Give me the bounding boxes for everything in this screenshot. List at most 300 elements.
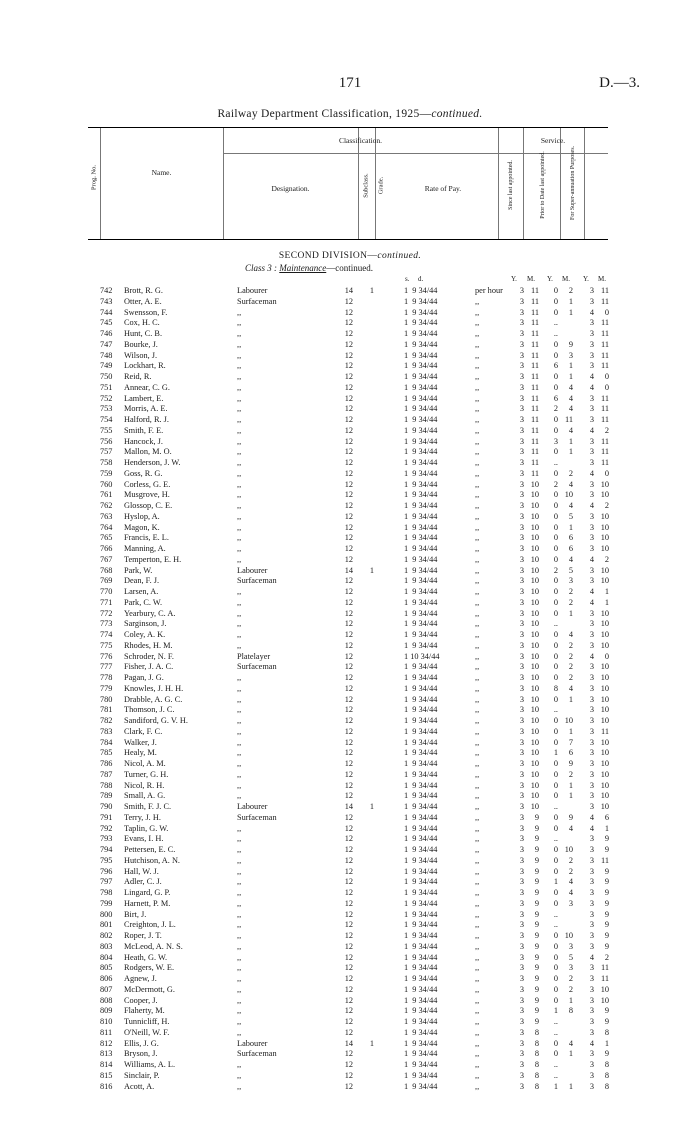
- table-row: [0, 297, 700, 308]
- subclass-cell: 12: [344, 501, 353, 510]
- rate-unit-cell: ,,: [475, 361, 480, 371]
- since-months-cell: 11: [531, 286, 539, 295]
- prog-no-cell: 788: [100, 780, 113, 790]
- since-months-cell: 9: [534, 866, 539, 876]
- designation-cell: Labourer: [237, 802, 268, 811]
- rate-unit-cell: ,,: [475, 630, 480, 639]
- prior-years-cell: 0: [553, 941, 558, 951]
- rate-cell: 1 9 34/44: [404, 339, 438, 349]
- super-months-cell: 9: [604, 898, 609, 908]
- subclass-cell: 12: [344, 834, 353, 844]
- since-months-cell: 10: [530, 791, 539, 801]
- super-months-cell: 0: [604, 372, 609, 381]
- super-years-cell: 3: [589, 1017, 594, 1026]
- prior-months-cell: 4: [568, 823, 573, 833]
- rate-cell: 1 9 34/44: [404, 490, 438, 500]
- super-months-cell: 10: [600, 984, 609, 994]
- prog-no-cell: 781: [100, 705, 113, 715]
- name-cell: Reid, R.: [124, 372, 152, 381]
- prior-years-cell: 0: [553, 339, 558, 349]
- table-row: [0, 996, 700, 1007]
- table-row: [0, 404, 700, 415]
- super-months-cell: 1: [604, 597, 609, 607]
- rate-unit-cell: ,,: [475, 683, 480, 693]
- since-years-cell: 3: [519, 769, 524, 779]
- since-years-cell: 3: [519, 1017, 524, 1026]
- rate-cell: 1 9 34/44: [404, 920, 438, 930]
- super-years-cell: 3: [589, 726, 594, 736]
- since-years-cell: 3: [519, 1038, 524, 1048]
- prog-no-cell: 787: [100, 769, 113, 779]
- prog-no-cell: 748: [100, 350, 113, 360]
- rate-unit-cell: ,,: [475, 501, 480, 510]
- unit-years: Y.: [547, 275, 553, 283]
- rate-cell: 1 9 34/44: [404, 436, 438, 446]
- since-years-cell: 3: [519, 984, 524, 994]
- prior-months-cell: 1: [568, 726, 573, 736]
- subclass-cell: 12: [344, 339, 353, 349]
- rate-unit-cell: ,,: [475, 576, 480, 586]
- designation-cell: ,,: [237, 1017, 242, 1026]
- prog-no-cell: 750: [100, 372, 113, 381]
- prior-months-cell: 2: [568, 640, 573, 650]
- since-months-cell: 10: [530, 662, 539, 672]
- prior-months-cell: 1: [568, 296, 573, 306]
- super-months-cell: 11: [601, 393, 609, 403]
- prog-no-cell: 762: [100, 501, 113, 510]
- rate-cell: 1 9 34/44: [404, 769, 438, 779]
- subclass-cell: 12: [344, 984, 353, 994]
- designation-cell: ,,: [237, 963, 242, 973]
- name-cell: Tunnicliff, H.: [124, 1017, 170, 1026]
- prior-months-cell: 4: [568, 1038, 573, 1048]
- prog-no-cell: 778: [100, 673, 113, 682]
- prior-years-cell: 0: [553, 587, 558, 596]
- rate-unit-cell: ,,: [475, 447, 480, 457]
- super-months-cell: 10: [600, 630, 609, 639]
- since-years-cell: 3: [519, 619, 524, 629]
- prior-months-cell: 10: [564, 716, 573, 725]
- prior-months-cell: 4: [568, 479, 573, 489]
- table-row: [0, 716, 700, 727]
- prior-months-cell: 2: [568, 673, 573, 682]
- super-months-cell: 0: [604, 468, 609, 478]
- super-years-cell: 3: [589, 834, 594, 844]
- table-row: [0, 1006, 700, 1017]
- super-years-cell: 4: [589, 597, 594, 607]
- table-row: [0, 1060, 700, 1071]
- super-months-cell: 10: [600, 737, 609, 747]
- since-months-cell: 10: [530, 737, 539, 747]
- table-row: [0, 953, 700, 964]
- rate-unit-cell: ,,: [475, 705, 480, 715]
- designation-cell: Platelayer: [237, 651, 271, 661]
- since-years-cell: 3: [519, 898, 524, 908]
- name-cell: Ellis, J. G.: [124, 1038, 159, 1048]
- rate-cell: 1 10 34/44: [404, 651, 440, 661]
- super-years-cell: 3: [589, 888, 594, 897]
- since-years-cell: 3: [519, 565, 524, 575]
- super-years-cell: 4: [589, 501, 594, 510]
- subclass-cell: 12: [344, 888, 353, 897]
- prog-no-cell: 753: [100, 404, 113, 414]
- prior-years-cell: ..: [553, 1070, 558, 1080]
- name-cell: Magon, K.: [124, 522, 160, 532]
- since-months-cell: 10: [530, 769, 539, 779]
- subclass-cell: 12: [344, 425, 353, 435]
- rate-unit-cell: ,,: [475, 780, 480, 790]
- prog-no-cell: 779: [100, 683, 113, 693]
- super-months-cell: 10: [600, 640, 609, 650]
- rate-unit-cell: ,,: [475, 479, 480, 489]
- since-years-cell: 3: [519, 415, 524, 424]
- since-years-cell: 3: [519, 501, 524, 510]
- super-years-cell: 3: [589, 329, 594, 338]
- prog-no-cell: 804: [100, 952, 113, 962]
- super-months-cell: 1: [604, 823, 609, 833]
- prog-no-cell: 803: [100, 941, 113, 951]
- prior-years-cell: 0: [553, 640, 558, 650]
- designation-cell: Labourer: [237, 565, 268, 575]
- rate-cell: 1 9 34/44: [404, 952, 438, 962]
- super-years-cell: 3: [589, 673, 594, 682]
- rate-unit-cell: ,,: [475, 350, 480, 360]
- prior-years-cell: 1: [553, 748, 558, 758]
- since-months-cell: 11: [531, 415, 539, 424]
- since-months-cell: 9: [534, 823, 539, 833]
- prog-no-cell: 791: [100, 812, 113, 822]
- prior-years-cell: 0: [553, 415, 558, 424]
- prior-months-cell: 1: [568, 307, 573, 317]
- super-years-cell: 4: [589, 823, 594, 833]
- table-row: [0, 695, 700, 706]
- rate-unit-cell: ,,: [475, 866, 480, 876]
- table-row: [0, 630, 700, 641]
- table-row: [0, 727, 700, 738]
- since-months-cell: 9: [534, 888, 539, 897]
- since-years-cell: 3: [519, 522, 524, 532]
- since-months-cell: 8: [534, 1038, 539, 1048]
- designation-cell: ,,: [237, 855, 242, 865]
- name-cell: Hancock, J.: [124, 436, 163, 446]
- rate-unit-cell: ,,: [475, 673, 480, 682]
- designation-cell: ,,: [237, 318, 242, 328]
- rate-cell: 1 9 34/44: [404, 597, 438, 607]
- name-cell: Annear, C. G.: [124, 382, 170, 392]
- since-months-cell: 11: [531, 425, 539, 435]
- prog-no-cell: 785: [100, 748, 113, 758]
- name-cell: Nicol, R. H.: [124, 780, 165, 790]
- subclass-cell: 12: [344, 404, 353, 414]
- rate-cell: 1 9 34/44: [404, 877, 438, 887]
- unit-years: Y.: [583, 275, 589, 283]
- name-cell: Temperton, E. H.: [124, 554, 182, 564]
- table-row: [0, 415, 700, 426]
- name-cell: Musgrove, H.: [124, 490, 170, 500]
- since-years-cell: 3: [519, 436, 524, 446]
- super-years-cell: 3: [589, 1060, 594, 1069]
- subclass-cell: 12: [344, 705, 353, 715]
- designation-cell: Surfaceman: [237, 1049, 277, 1059]
- since-months-cell: 10: [530, 565, 539, 575]
- rate-cell: 1 9 34/44: [404, 845, 438, 854]
- rate-cell: 1 9 34/44: [404, 361, 438, 371]
- prog-no-cell: 743: [100, 296, 113, 306]
- table-row: [0, 920, 700, 931]
- since-years-cell: 3: [519, 361, 524, 371]
- prior-years-cell: ..: [553, 318, 558, 328]
- prior-years-cell: 0: [553, 533, 558, 543]
- rate-unit-cell: ,,: [475, 855, 480, 865]
- rate-cell: 1 9 34/44: [404, 1017, 438, 1026]
- since-months-cell: 10: [530, 597, 539, 607]
- super-years-cell: 3: [589, 576, 594, 586]
- rate-unit-cell: ,,: [475, 511, 480, 521]
- since-years-cell: 3: [519, 608, 524, 618]
- since-years-cell: 3: [519, 855, 524, 865]
- prior-years-cell: ..: [553, 834, 558, 844]
- subclass-cell: 12: [344, 318, 353, 328]
- designation-cell: ,,: [237, 705, 242, 715]
- super-years-cell: 3: [589, 855, 594, 865]
- super-years-cell: 3: [589, 694, 594, 704]
- super-months-cell: 11: [601, 296, 609, 306]
- rate-unit-cell: ,,: [475, 1060, 480, 1069]
- prior-months-cell: 3: [568, 941, 573, 951]
- table-row: [0, 598, 700, 609]
- table-row: [0, 361, 700, 372]
- rate-unit-cell: ,,: [475, 544, 480, 553]
- grade-cell: 1: [369, 286, 375, 295]
- table-row: [0, 490, 700, 501]
- super-months-cell: 6: [604, 812, 609, 822]
- super-years-cell: 3: [589, 662, 594, 672]
- designation-cell: ,,: [237, 533, 242, 543]
- prior-years-cell: ..: [553, 619, 558, 629]
- prog-no-cell: 799: [100, 898, 113, 908]
- rate-cell: 1 9 34/44: [404, 544, 438, 553]
- since-years-cell: 3: [519, 748, 524, 758]
- prior-months-cell: 3: [568, 576, 573, 586]
- prior-years-cell: ..: [553, 920, 558, 930]
- table-row: [0, 910, 700, 921]
- rate-cell: 1 9 34/44: [404, 898, 438, 908]
- prior-years-cell: 0: [553, 845, 558, 854]
- prior-years-cell: ..: [553, 1060, 558, 1069]
- prior-years-cell: 0: [553, 296, 558, 306]
- rate-cell: 1 9 34/44: [404, 415, 438, 424]
- super-months-cell: 10: [600, 673, 609, 682]
- prior-years-cell: 0: [553, 694, 558, 704]
- since-months-cell: 10: [530, 619, 539, 629]
- name-cell: Nicol, A. M.: [124, 759, 166, 768]
- super-years-cell: 3: [589, 640, 594, 650]
- rate-cell: 1 9 34/44: [404, 737, 438, 747]
- table-row: [0, 619, 700, 630]
- since-years-cell: 3: [519, 812, 524, 822]
- since-months-cell: 11: [531, 468, 539, 478]
- rate-cell: 1 9 34/44: [404, 705, 438, 715]
- table-row: [0, 383, 700, 394]
- rate-unit-cell: ,,: [475, 554, 480, 564]
- rate-unit-cell: ,,: [475, 1070, 480, 1080]
- designation-cell: ,,: [237, 694, 242, 704]
- designation-cell: ,,: [237, 640, 242, 650]
- rate-cell: 1 9 34/44: [404, 554, 438, 564]
- prog-no-cell: 765: [100, 533, 113, 543]
- subclass-cell: 12: [344, 361, 353, 371]
- super-months-cell: 10: [600, 748, 609, 758]
- subclass-cell: 12: [344, 1017, 353, 1026]
- class-label: Maintenance: [279, 263, 327, 273]
- rate-unit-cell: ,,: [475, 436, 480, 446]
- prior-years-cell: 0: [553, 984, 558, 994]
- designation-cell: ,,: [237, 1070, 242, 1080]
- since-months-cell: 11: [531, 339, 539, 349]
- super-years-cell: 3: [589, 630, 594, 639]
- rate-cell: 1 9 34/44: [404, 941, 438, 951]
- designation-cell: Labourer: [237, 1038, 268, 1048]
- super-months-cell: 10: [600, 490, 609, 500]
- prior-months-cell: 3: [568, 898, 573, 908]
- name-cell: Acott, A.: [124, 1081, 155, 1091]
- since-months-cell: 10: [530, 802, 539, 811]
- since-months-cell: 8: [534, 1049, 539, 1059]
- header-designation: Designation.: [271, 184, 310, 193]
- table-row: [0, 824, 700, 835]
- subclass-cell: 12: [344, 823, 353, 833]
- prior-years-cell: 0: [553, 630, 558, 639]
- rate-unit-cell: ,,: [475, 587, 480, 596]
- super-years-cell: 3: [589, 920, 594, 930]
- name-cell: Sinclair, P.: [124, 1070, 160, 1080]
- since-months-cell: 10: [530, 511, 539, 521]
- column-divider: [100, 128, 101, 239]
- since-months-cell: 11: [531, 307, 539, 317]
- designation-cell: ,,: [237, 350, 242, 360]
- prog-no-cell: 747: [100, 339, 113, 349]
- since-months-cell: 9: [534, 898, 539, 908]
- designation-cell: Surfaceman: [237, 812, 277, 822]
- rate-unit-cell: ,,: [475, 995, 480, 1005]
- prior-years-cell: 0: [553, 382, 558, 392]
- rate-unit-cell: ,,: [475, 296, 480, 306]
- rate-cell: 1 9 34/44: [404, 382, 438, 392]
- super-months-cell: 10: [600, 522, 609, 532]
- super-months-cell: 10: [600, 791, 609, 801]
- super-years-cell: 3: [589, 296, 594, 306]
- designation-cell: ,,: [237, 1081, 242, 1091]
- name-cell: Sandiford, G. V. H.: [124, 716, 188, 725]
- since-months-cell: 11: [531, 318, 539, 328]
- name-cell: Taplin, G. W.: [124, 823, 169, 833]
- subclass-cell: 12: [344, 974, 353, 983]
- subclass-cell: 12: [344, 855, 353, 865]
- prior-months-cell: 6: [568, 533, 573, 543]
- prior-years-cell: 0: [553, 307, 558, 317]
- super-months-cell: 2: [604, 554, 609, 564]
- super-years-cell: 3: [589, 1027, 594, 1037]
- prog-no-cell: 797: [100, 877, 113, 887]
- table-row: [0, 748, 700, 759]
- prior-years-cell: 0: [553, 855, 558, 865]
- super-months-cell: 10: [600, 565, 609, 575]
- rate-cell: 1 9 34/44: [404, 1006, 438, 1016]
- name-cell: Coley, A. K.: [124, 630, 166, 639]
- designation-cell: ,,: [237, 329, 242, 338]
- prior-years-cell: 1: [553, 1081, 558, 1091]
- prog-no-cell: 812: [100, 1038, 113, 1048]
- prior-months-cell: 2: [568, 866, 573, 876]
- super-months-cell: 8: [604, 1081, 609, 1091]
- since-months-cell: 11: [531, 361, 539, 371]
- since-years-cell: 3: [519, 705, 524, 715]
- prior-months-cell: 1: [568, 522, 573, 532]
- class-heading: [245, 263, 373, 273]
- rate-cell: 1 9 34/44: [404, 533, 438, 543]
- prior-years-cell: 0: [553, 963, 558, 973]
- table-row: [0, 1028, 700, 1039]
- since-years-cell: 3: [519, 329, 524, 338]
- rate-unit-cell: ,,: [475, 1027, 480, 1037]
- rate-cell: 1 9 34/44: [404, 1060, 438, 1069]
- prior-months-cell: 10: [564, 845, 573, 854]
- rate-unit-cell: ,,: [475, 522, 480, 532]
- prior-years-cell: 0: [553, 974, 558, 983]
- since-months-cell: 11: [531, 393, 539, 403]
- prog-no-cell: 770: [100, 587, 113, 596]
- super-years-cell: 3: [589, 941, 594, 951]
- rate-cell: 1 9 34/44: [404, 726, 438, 736]
- super-years-cell: 3: [589, 866, 594, 876]
- designation-cell: ,,: [237, 382, 242, 392]
- designation-cell: ,,: [237, 490, 242, 500]
- name-cell: Rhodes, H. M.: [124, 640, 173, 650]
- name-cell: Thomson, J. C.: [124, 705, 175, 715]
- rate-cell: 1 9 34/44: [404, 587, 438, 596]
- since-years-cell: 3: [519, 823, 524, 833]
- since-months-cell: 9: [534, 1017, 539, 1026]
- prior-months-cell: 4: [568, 554, 573, 564]
- rate-unit-cell: ,,: [475, 877, 480, 887]
- table-row: [0, 770, 700, 781]
- since-months-cell: 11: [531, 404, 539, 414]
- rate-unit-cell: ,,: [475, 662, 480, 672]
- prior-months-cell: 5: [568, 565, 573, 575]
- designation-cell: ,,: [237, 834, 242, 844]
- super-months-cell: 11: [601, 458, 609, 467]
- rate-cell: 1 9 34/44: [404, 812, 438, 822]
- since-years-cell: 3: [519, 845, 524, 854]
- since-months-cell: 9: [534, 845, 539, 854]
- subclass-cell: 12: [344, 490, 353, 500]
- since-years-cell: 3: [519, 780, 524, 790]
- rate-cell: 1 9 34/44: [404, 501, 438, 510]
- rate-unit-cell: ,,: [475, 318, 480, 328]
- super-years-cell: 4: [589, 307, 594, 317]
- table-row: [0, 802, 700, 813]
- rate-unit-cell: ,,: [475, 974, 480, 983]
- prior-years-cell: 0: [553, 286, 558, 295]
- table-row: [0, 1039, 700, 1050]
- prog-no-cell: 756: [100, 436, 113, 446]
- super-years-cell: 3: [589, 436, 594, 446]
- prog-no-cell: 777: [100, 662, 113, 672]
- super-years-cell: 3: [589, 544, 594, 553]
- name-cell: Lockhart, R.: [124, 361, 166, 371]
- super-months-cell: 10: [600, 544, 609, 553]
- prior-years-cell: 3: [553, 436, 558, 446]
